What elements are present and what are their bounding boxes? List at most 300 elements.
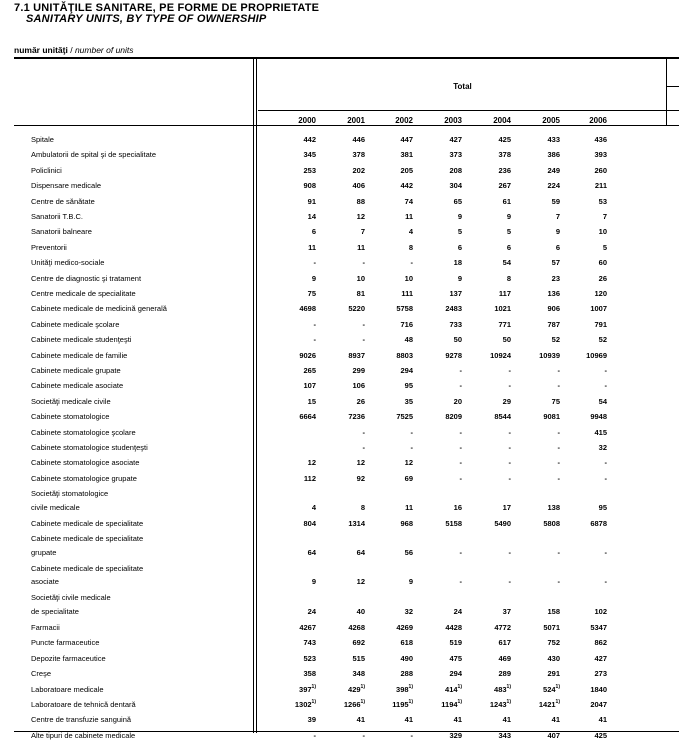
table-cell xyxy=(325,304,365,313)
table-cell xyxy=(567,654,607,663)
table-cell xyxy=(373,258,413,267)
cell-value: - xyxy=(557,443,560,452)
table-cell xyxy=(471,274,511,283)
cell-value: 425 xyxy=(498,135,511,144)
table-cell xyxy=(373,623,413,632)
cell-value: 5 xyxy=(602,242,607,252)
cell-value: - xyxy=(459,473,462,483)
cell-value: 1302 xyxy=(294,700,312,709)
table-cell xyxy=(471,412,511,421)
table-cell xyxy=(325,212,365,221)
cell-value: 787 xyxy=(547,319,560,329)
cell-value: 75 xyxy=(307,289,316,298)
cell-value: 5490 xyxy=(494,518,511,528)
footnote-marker: 1) xyxy=(311,683,316,690)
cell-value: 9 xyxy=(555,227,560,237)
row-label: Cabinete medicale de specialitate xyxy=(31,534,144,544)
table-cell xyxy=(422,623,462,632)
table-cell xyxy=(373,458,413,467)
table-cell xyxy=(325,443,365,452)
table-cell xyxy=(373,381,413,390)
year-header: 2005 xyxy=(542,116,560,125)
table-cell xyxy=(567,715,607,724)
table-cell xyxy=(520,397,560,406)
cell-value: 52 xyxy=(551,335,560,345)
cell-value: - xyxy=(459,577,462,587)
table-cell xyxy=(520,623,560,632)
year-header: 2000 xyxy=(298,116,316,125)
group-divider-tick xyxy=(666,86,679,87)
row-label: Policlinici xyxy=(31,165,62,175)
table-cell xyxy=(325,731,365,740)
cell-value: 111 xyxy=(401,289,413,298)
cell-value: 16 xyxy=(453,502,462,512)
table-cell xyxy=(422,181,462,190)
cell-value: 475 xyxy=(449,653,462,663)
table-cell xyxy=(373,304,413,313)
cell-value: 447 xyxy=(400,135,413,144)
table-cell xyxy=(422,638,462,647)
table-cell xyxy=(276,197,316,206)
cell-value: 23 xyxy=(551,273,560,283)
table-cell xyxy=(373,181,413,190)
table-cell xyxy=(471,623,511,632)
table-cell xyxy=(373,443,413,452)
table-cell xyxy=(325,412,365,421)
table-cell xyxy=(567,320,607,329)
cell-value: - xyxy=(557,577,560,587)
table-cell xyxy=(471,243,511,252)
table-cell xyxy=(520,366,560,375)
cell-value: 158 xyxy=(547,606,560,616)
table-cell xyxy=(471,135,511,144)
cell-value: 81 xyxy=(356,289,365,298)
cell-value: 425 xyxy=(594,730,607,740)
row-label: Cabinete medicale asociate xyxy=(31,381,124,391)
table-cell xyxy=(567,135,607,144)
row-label: de specialitate xyxy=(31,606,79,616)
table-cell xyxy=(276,474,316,483)
cell-value: 8544 xyxy=(494,412,511,422)
table-cell xyxy=(373,351,413,360)
table-cell xyxy=(471,366,511,375)
cell-value: 6878 xyxy=(590,518,607,528)
table-cell xyxy=(471,654,511,663)
cell-value: 483 xyxy=(494,684,507,694)
table-cell xyxy=(520,135,560,144)
cell-value: - xyxy=(459,427,462,437)
cell-value: 11 xyxy=(357,242,365,252)
cell-value: 469 xyxy=(498,653,511,663)
cell-value: 490 xyxy=(400,653,413,663)
cell-value: 524 xyxy=(543,684,556,694)
table-cell xyxy=(276,304,316,313)
cell-value: 343 xyxy=(498,730,511,740)
cell-value: 18 xyxy=(453,258,462,268)
table-cell xyxy=(471,351,511,360)
table-cell xyxy=(325,227,365,236)
table-title-en: SANITARY UNITS, BY TYPE OF OWNERSHIP xyxy=(26,13,267,25)
table-cell xyxy=(373,548,413,557)
cell-value: 1195 xyxy=(392,700,409,709)
table-cell xyxy=(422,258,462,267)
row-label: Cabinete stomatologice xyxy=(31,412,110,422)
cell-value: 9948 xyxy=(590,412,607,422)
cell-value: 398 xyxy=(396,684,409,694)
cell-value: - xyxy=(604,547,607,557)
table-cell xyxy=(471,700,511,709)
cell-value: - xyxy=(410,730,413,740)
cell-value: - xyxy=(508,473,511,483)
table-cell xyxy=(373,669,413,678)
row-label: Cabinete medicale grupate xyxy=(31,366,121,375)
table-cell xyxy=(276,150,316,159)
table-cell xyxy=(422,443,462,452)
cell-value: 208 xyxy=(449,165,462,175)
row-label: Farmacii xyxy=(31,623,60,632)
cell-value: 5347 xyxy=(590,623,607,632)
cell-value: 9 xyxy=(408,577,413,587)
cell-value: 294 xyxy=(400,366,413,375)
cell-value: 4698 xyxy=(299,304,316,314)
cell-value: - xyxy=(362,443,365,452)
cell-value: - xyxy=(313,258,316,268)
table-cell xyxy=(567,474,607,483)
year-header: 2002 xyxy=(395,116,413,125)
table-cell xyxy=(471,443,511,452)
table-cell xyxy=(276,274,316,283)
table-cell xyxy=(325,519,365,528)
cell-value: - xyxy=(508,458,511,468)
table-cell xyxy=(325,289,365,298)
table-cell xyxy=(373,685,413,694)
cell-value: 692 xyxy=(352,638,365,648)
cell-value: 2047 xyxy=(590,700,607,709)
cell-value: 429 xyxy=(348,684,361,694)
cell-value: 415 xyxy=(594,427,607,437)
cell-value: 862 xyxy=(594,638,607,648)
cell-value: - xyxy=(557,366,560,375)
cell-value: 9 xyxy=(457,212,462,221)
table-cell xyxy=(471,519,511,528)
table-cell xyxy=(325,623,365,632)
table-cell xyxy=(276,412,316,421)
row-label: Ambulatorii de spital şi de specialitate xyxy=(31,150,157,160)
cell-value: 378 xyxy=(352,150,365,160)
cell-value: 5071 xyxy=(543,623,560,632)
table-cell xyxy=(471,304,511,313)
table-cell xyxy=(471,181,511,190)
table-cell xyxy=(471,289,511,298)
cell-value: 32 xyxy=(598,443,607,452)
row-label: Spitale xyxy=(31,135,54,144)
table-cell xyxy=(567,335,607,344)
table-cell xyxy=(520,351,560,360)
cell-value: 14 xyxy=(307,212,316,221)
cell-value: 804 xyxy=(303,518,316,528)
table-cell xyxy=(373,212,413,221)
cell-value: 32 xyxy=(404,606,413,616)
cell-value: 1007 xyxy=(590,304,607,314)
table-cell xyxy=(325,351,365,360)
cell-value: 267 xyxy=(498,181,511,191)
table-cell xyxy=(422,474,462,483)
row-label: Societăţi medicale civile xyxy=(31,396,111,406)
cell-value: 9 xyxy=(311,273,316,283)
table-cell xyxy=(325,366,365,375)
table-cell xyxy=(276,669,316,678)
cell-value: 24 xyxy=(453,606,462,616)
table-cell xyxy=(325,150,365,159)
row-label: Cabinete stomatologice grupate xyxy=(31,473,137,483)
table-cell xyxy=(276,135,316,144)
cell-value: 65 xyxy=(453,196,462,206)
table-cell xyxy=(567,458,607,467)
table-cell xyxy=(325,428,365,437)
table-cell xyxy=(567,503,607,512)
cell-value: 9 xyxy=(457,273,462,283)
table-cell xyxy=(520,638,560,647)
footnote-marker: 1) xyxy=(408,683,413,690)
table-cell xyxy=(276,731,316,740)
row-label: Cabinete medicale de specialitate xyxy=(31,518,144,528)
table-cell xyxy=(422,607,462,616)
table-cell xyxy=(276,366,316,375)
table-cell xyxy=(422,715,462,724)
table-cell xyxy=(471,428,511,437)
table-cell xyxy=(471,577,511,586)
cell-value: 8937 xyxy=(348,350,365,360)
table-cell xyxy=(276,320,316,329)
cell-value: 9081 xyxy=(543,412,560,422)
cell-value: 24 xyxy=(307,606,316,616)
cell-value: 41 xyxy=(453,715,462,725)
table-cell xyxy=(422,274,462,283)
row-label: civile medicale xyxy=(31,502,80,512)
table-cell xyxy=(325,474,365,483)
cell-value: 52 xyxy=(598,335,607,345)
cell-value: 11 xyxy=(405,212,413,221)
cell-value: 41 xyxy=(598,715,607,725)
cell-value: 10 xyxy=(598,227,607,237)
cell-value: 433 xyxy=(547,135,560,144)
table-cell xyxy=(422,227,462,236)
cell-value: - xyxy=(604,473,607,483)
units-caption xyxy=(14,45,134,55)
table-cell xyxy=(471,227,511,236)
table-cell xyxy=(325,274,365,283)
cell-value: 54 xyxy=(502,258,511,268)
table-cell xyxy=(325,715,365,724)
row-label: Societăţi stomatologice xyxy=(31,489,109,499)
cell-value: 10 xyxy=(356,273,365,283)
cell-value: 236 xyxy=(498,165,511,175)
table-cell xyxy=(325,458,365,467)
footnote-marker: 1) xyxy=(506,699,511,705)
table-cell xyxy=(276,258,316,267)
row-label: Creşe xyxy=(31,669,52,679)
cell-value: 908 xyxy=(303,181,316,191)
table-cell xyxy=(373,731,413,740)
table-cell xyxy=(325,669,365,678)
table-cell xyxy=(276,458,316,467)
table-cell xyxy=(325,685,365,694)
table-cell xyxy=(471,503,511,512)
cell-value: 120 xyxy=(594,289,607,298)
cell-value: 11 xyxy=(405,502,413,512)
row-label: Cabinete medicale studenţeşti xyxy=(31,335,132,345)
table-cell xyxy=(520,381,560,390)
table-cell xyxy=(520,197,560,206)
cell-value: - xyxy=(557,458,560,468)
table-cell xyxy=(276,519,316,528)
cell-value: 64 xyxy=(307,547,316,557)
table-cell xyxy=(422,519,462,528)
cell-value: 294 xyxy=(449,669,462,679)
row-label: Laboratoare de tehnică dentară xyxy=(31,700,136,709)
cell-value: 427 xyxy=(594,653,607,663)
table-cell xyxy=(373,227,413,236)
cell-value: 358 xyxy=(303,669,316,679)
table-cell xyxy=(422,212,462,221)
table-cell xyxy=(373,607,413,616)
cell-value: 752 xyxy=(547,638,560,648)
cell-value: 61 xyxy=(502,196,511,206)
table-cell xyxy=(520,715,560,724)
table-cell xyxy=(471,335,511,344)
cell-value: 224 xyxy=(547,181,560,191)
cell-value: - xyxy=(508,427,511,437)
table-cell xyxy=(567,623,607,632)
table-cell xyxy=(567,274,607,283)
cell-value: - xyxy=(508,547,511,557)
cell-value: - xyxy=(313,730,316,740)
table-cell xyxy=(373,150,413,159)
table-cell xyxy=(422,577,462,586)
table-cell xyxy=(520,577,560,586)
cell-value: 39 xyxy=(307,715,316,725)
table-cell xyxy=(567,397,607,406)
cell-value: 59 xyxy=(551,196,560,206)
table-cell xyxy=(471,381,511,390)
row-label: asociate xyxy=(31,577,59,587)
row-label: Cabinete medicale de specialitate xyxy=(31,563,144,573)
table-cell xyxy=(276,638,316,647)
table-cell xyxy=(422,548,462,557)
cell-value: 304 xyxy=(449,181,462,191)
table-cell xyxy=(471,150,511,159)
cell-value: 12 xyxy=(307,458,316,468)
cell-value: 2483 xyxy=(445,304,462,314)
table-cell xyxy=(520,443,560,452)
cell-value: 5758 xyxy=(396,304,413,314)
cell-value: 211 xyxy=(594,181,607,191)
table-cell xyxy=(422,412,462,421)
table-cell xyxy=(373,135,413,144)
cell-value: 10969 xyxy=(586,350,607,360)
cell-value: 1243 xyxy=(489,700,507,709)
table-cell xyxy=(373,335,413,344)
cell-value: 5220 xyxy=(348,304,365,314)
table-cell xyxy=(373,366,413,375)
table-cell xyxy=(325,197,365,206)
table-cell xyxy=(567,243,607,252)
units-en: number of units xyxy=(74,45,134,55)
cell-value: 7236 xyxy=(348,412,365,422)
table-cell xyxy=(276,289,316,298)
row-label: Societăţi civile medicale xyxy=(31,593,111,603)
table-cell xyxy=(567,197,607,206)
year-header: 2003 xyxy=(444,116,462,125)
table-cell xyxy=(373,577,413,586)
table-cell xyxy=(520,243,560,252)
table-cell xyxy=(567,669,607,678)
table-cell xyxy=(520,654,560,663)
table-cell xyxy=(422,351,462,360)
cell-value: - xyxy=(362,319,365,329)
cell-value: 414 xyxy=(445,684,458,694)
cell-value: 6 xyxy=(555,242,560,252)
table-cell xyxy=(520,304,560,313)
table-cell xyxy=(520,335,560,344)
table-cell xyxy=(471,320,511,329)
table-cell xyxy=(373,274,413,283)
cell-value: 299 xyxy=(352,366,365,375)
row-label: Cabinete medicale şcolare xyxy=(31,319,120,329)
table-cell xyxy=(276,243,316,252)
table-cell xyxy=(471,638,511,647)
cell-value: - xyxy=(604,366,607,375)
footnote-marker: 1) xyxy=(408,699,413,705)
table-cell xyxy=(276,700,316,709)
cell-value: 791 xyxy=(594,319,607,329)
table-cell xyxy=(325,181,365,190)
table-cell xyxy=(422,304,462,313)
row-label: Dispensare medicale xyxy=(31,181,102,191)
table-cell xyxy=(422,731,462,740)
table-cell xyxy=(276,503,316,512)
table-cell xyxy=(567,577,607,586)
footnote-marker: 1) xyxy=(457,683,462,690)
table-cell xyxy=(520,685,560,694)
cell-value: - xyxy=(362,427,365,437)
cell-value: 50 xyxy=(502,335,511,345)
cell-value: - xyxy=(362,258,365,268)
row-label: Cabinete medicale de medicină generală xyxy=(31,304,167,314)
total-header: Total xyxy=(453,82,472,91)
cell-value: 436 xyxy=(594,135,607,144)
table-cell xyxy=(471,258,511,267)
cell-value: 273 xyxy=(594,669,607,679)
cell-value: 393 xyxy=(594,150,607,160)
cell-value: 57 xyxy=(551,258,560,268)
cell-value: 54 xyxy=(598,396,607,406)
table-cell xyxy=(276,397,316,406)
cell-value: - xyxy=(604,458,607,468)
footnote-marker: 1) xyxy=(506,683,511,690)
footnote-marker: 1) xyxy=(555,683,560,690)
row-label: grupate xyxy=(31,547,57,557)
year-header: 2004 xyxy=(493,116,511,125)
cell-value: - xyxy=(362,730,365,740)
table-cell xyxy=(276,577,316,586)
table-cell xyxy=(567,548,607,557)
cell-value: 5808 xyxy=(543,518,560,528)
cell-value: 35 xyxy=(404,396,413,406)
cell-value: 7 xyxy=(360,227,365,237)
table-cell xyxy=(567,304,607,313)
cell-value: 5158 xyxy=(445,518,462,528)
